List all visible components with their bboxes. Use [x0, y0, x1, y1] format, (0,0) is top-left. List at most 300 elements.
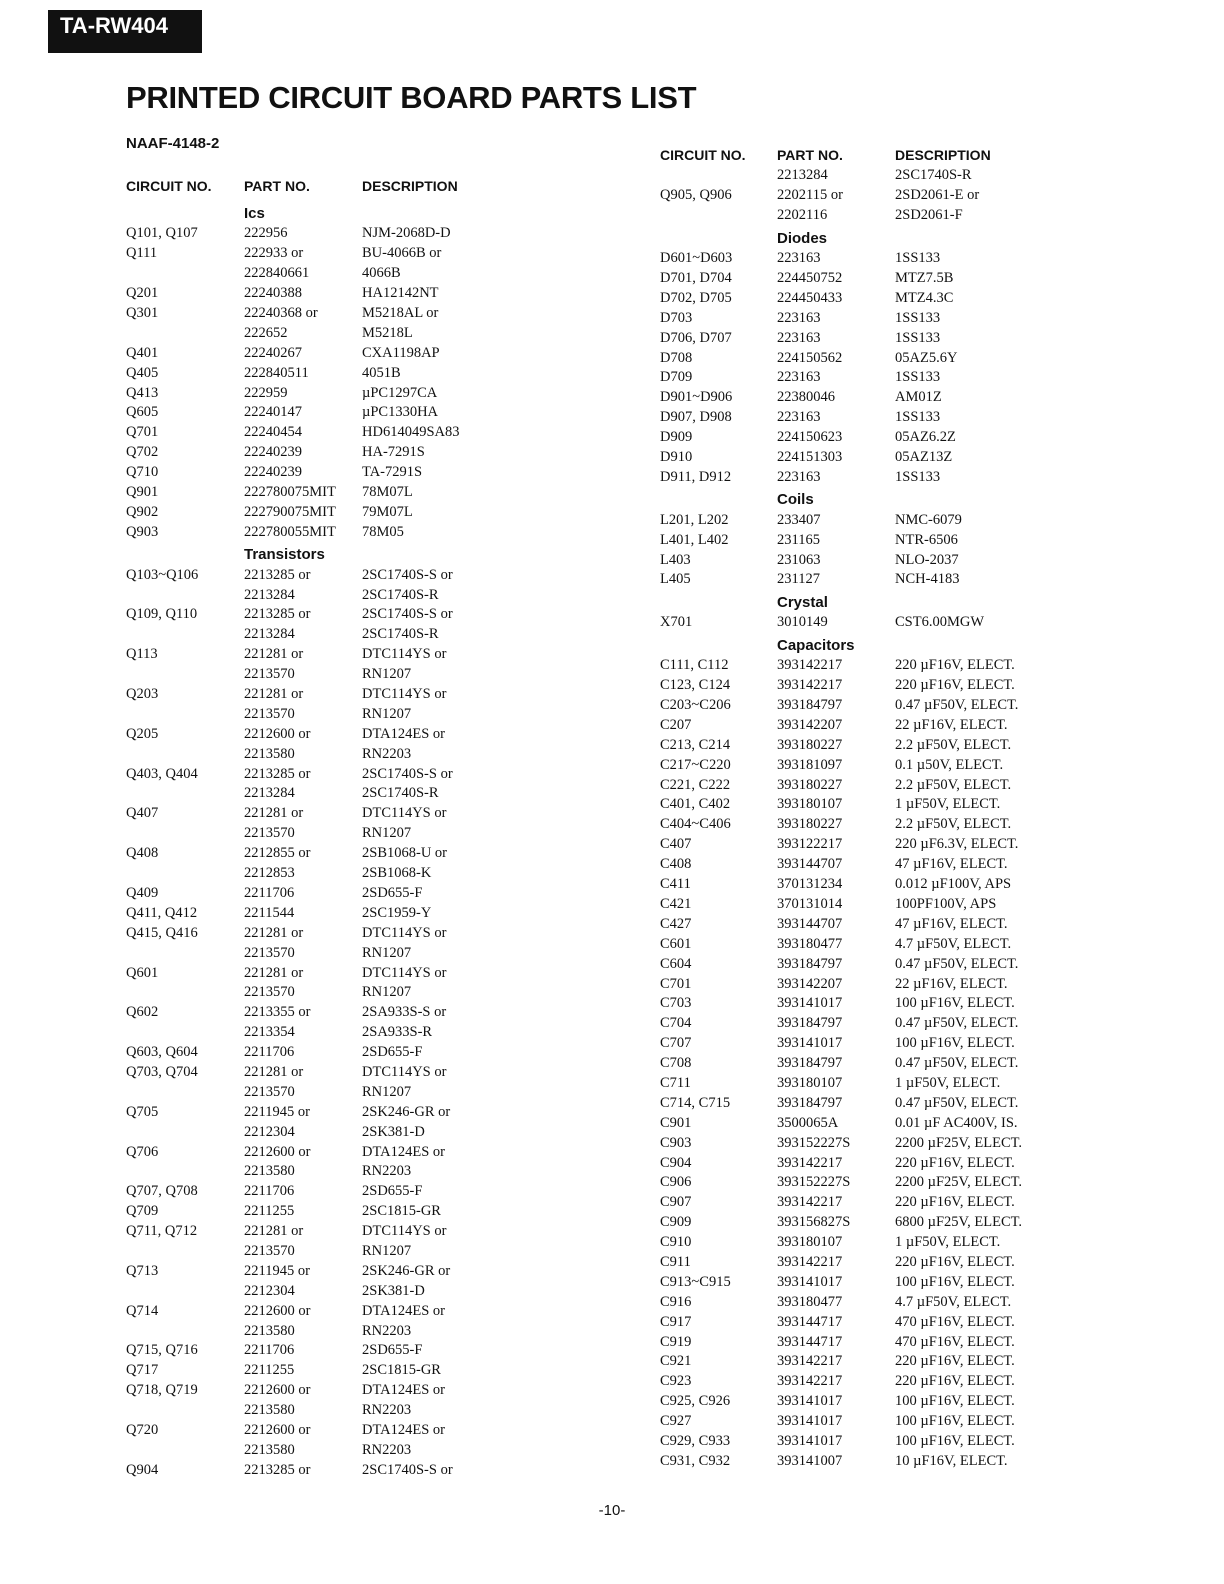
part-no: 2202116 — [777, 207, 828, 224]
description: AM01Z — [895, 389, 942, 406]
circuit-no: C111, C112 — [660, 657, 729, 674]
circuit-no: D911, D912 — [660, 468, 732, 485]
table-row — [660, 1412, 1022, 1432]
description: 4066B — [362, 265, 401, 282]
description: 0.012 µF100V, APS — [895, 876, 1012, 893]
part-no: 222790075MIT — [244, 503, 336, 520]
table-row — [126, 903, 459, 923]
table-row — [126, 1082, 459, 1102]
section-heading — [126, 542, 459, 565]
description: 22 µF16V, ELECT. — [895, 716, 1008, 733]
description: 2SC1740S-S or — [362, 1461, 453, 1478]
part-no: 393184797 — [777, 697, 843, 714]
description: 220 µF16V, ELECT. — [895, 657, 1015, 674]
table-row — [126, 1023, 459, 1043]
description: 470 µF16V, ELECT. — [895, 1333, 1015, 1350]
circuit-no: C917 — [660, 1313, 692, 1330]
description: NJM-2068D-D — [362, 225, 451, 242]
table-row — [126, 824, 459, 844]
board-id: NAAF-4148-2 — [126, 135, 220, 152]
description: 1SS133 — [895, 409, 941, 426]
circuit-no: C701 — [660, 975, 692, 992]
part-no: 221281 or — [244, 805, 304, 822]
description: DTA124ES or — [362, 1382, 446, 1399]
part-no: 393184797 — [777, 1015, 843, 1032]
table-row — [126, 1421, 459, 1441]
description: 2.2 µF50V, ELECT. — [895, 816, 1012, 833]
part-no: 2213580 — [244, 1402, 295, 1419]
description: 100 µF16V, ELECT. — [895, 1413, 1015, 1430]
circuit-no: D907, D908 — [660, 409, 732, 426]
part-no: 393144707 — [777, 915, 843, 932]
part-no: 393180477 — [777, 935, 843, 952]
part-no: 222956 — [244, 225, 288, 242]
part-no: 2213580 — [244, 1441, 295, 1458]
part-no: 2213284 — [777, 167, 828, 184]
part-no: 2212853 — [244, 865, 295, 882]
table-row — [126, 665, 459, 685]
part-no: 2213285 or — [244, 1461, 311, 1478]
circuit-no: Q413 — [126, 384, 159, 401]
circuit-no: Q715, Q716 — [126, 1342, 198, 1359]
description: 0.01 µF AC400V, IS. — [895, 1114, 1018, 1131]
description: 47 µF16V, ELECT. — [895, 915, 1008, 932]
description: 2SA933S-S or — [362, 1004, 447, 1021]
circuit-no: Q408 — [126, 845, 159, 862]
circuit-no: C601 — [660, 935, 692, 952]
circuit-no: C906 — [660, 1174, 692, 1191]
description: HA12142NT — [362, 285, 439, 302]
table-row — [660, 448, 1022, 468]
description: 6800 µF25V, ELECT. — [895, 1214, 1023, 1231]
description: RN1207 — [362, 705, 412, 722]
table-row — [126, 1242, 459, 1262]
circuit-no: Q103~Q106 — [126, 566, 199, 583]
part-no: 221281 or — [244, 1063, 304, 1080]
table-row — [126, 1222, 459, 1242]
table-row — [660, 388, 1022, 408]
description: DTC114YS or — [362, 1223, 447, 1240]
description: µPC1330HA — [362, 404, 439, 421]
circuit-no: C919 — [660, 1333, 692, 1350]
table-row — [660, 1332, 1022, 1352]
circuit-no: C907 — [660, 1194, 692, 1211]
description: 2SK246-GR or — [362, 1262, 451, 1279]
circuit-no: Q205 — [126, 725, 159, 742]
description: 2SC1740S-R — [362, 626, 439, 643]
table-row — [660, 1253, 1022, 1273]
description: 1SS133 — [895, 250, 941, 267]
description: 100 µF16V, ELECT. — [895, 1035, 1015, 1052]
part-no: 223163 — [777, 468, 821, 485]
table-row — [126, 363, 459, 383]
description: 2SB1068-U or — [362, 845, 447, 862]
table-row — [126, 764, 459, 784]
part-no: 2211255 — [244, 1362, 295, 1379]
description: 2200 µF25V, ELECT. — [895, 1174, 1023, 1191]
part-no: 231127 — [777, 571, 820, 588]
table-row — [126, 224, 459, 244]
part-no: 224150623 — [777, 429, 843, 446]
part-no: 393142217 — [777, 677, 843, 694]
table-row — [660, 1392, 1022, 1412]
part-no: 393180107 — [777, 796, 843, 813]
table-row — [660, 1054, 1022, 1074]
circuit-no: Q605 — [126, 404, 159, 421]
part-no: 393142207 — [777, 716, 843, 733]
circuit-no: Q714 — [126, 1302, 159, 1319]
circuit-no: Q403, Q404 — [126, 765, 198, 782]
table-row — [126, 943, 459, 963]
table-row — [660, 735, 1022, 755]
table-row — [660, 1093, 1022, 1113]
description: RN1207 — [362, 1083, 412, 1100]
table-row — [660, 914, 1022, 934]
part-no: 222780075MIT — [244, 484, 336, 501]
description: 2SC1740S-R — [362, 785, 439, 802]
part-no: 2213580 — [244, 745, 295, 762]
description: NLO-2037 — [895, 551, 959, 568]
section-heading — [660, 590, 1022, 613]
circuit-no: C931, C932 — [660, 1452, 731, 1469]
part-no: 223163 — [777, 409, 821, 426]
table-row — [660, 696, 1022, 716]
part-no: 224151303 — [777, 449, 843, 466]
part-no: 221281 or — [244, 646, 304, 663]
section-label: Transistors — [244, 546, 325, 564]
description: NTR-6506 — [895, 531, 958, 548]
column-header — [660, 144, 1022, 166]
circuit-no: C408 — [660, 856, 692, 873]
description: 78M07L — [362, 484, 413, 501]
description: RN2203 — [362, 1163, 412, 1180]
description: 05AZ13Z — [895, 449, 953, 466]
part-no: 2213355 or — [244, 1004, 311, 1021]
table-row — [660, 368, 1022, 388]
part-no: 22240368 or — [244, 305, 318, 321]
circuit-no: C604 — [660, 955, 692, 972]
circuit-no: Q706 — [126, 1143, 159, 1160]
table-row — [660, 1034, 1022, 1054]
table-row — [660, 994, 1022, 1014]
part-no: 221281 or — [244, 1223, 304, 1240]
part-no: 222652 — [244, 324, 288, 341]
part-no: 222959 — [244, 384, 288, 401]
table-row — [126, 784, 459, 804]
circuit-no: Q902 — [126, 503, 159, 520]
part-no: 393142217 — [777, 657, 843, 674]
description: 2SD655-F — [362, 1183, 423, 1200]
circuit-no: C913~C915 — [660, 1273, 731, 1290]
description: 2SB1068-K — [362, 865, 432, 882]
circuit-no: Q411, Q412 — [126, 904, 198, 921]
circuit-no: X701 — [660, 614, 693, 631]
description: 220 µF16V, ELECT. — [895, 1194, 1015, 1211]
circuit-no: Q720 — [126, 1421, 159, 1438]
description: M5218AL or — [362, 305, 439, 321]
circuit-no: D701, D704 — [660, 270, 732, 286]
description: 100 µF16V, ELECT. — [895, 1273, 1015, 1290]
part-no: 393142217 — [777, 1373, 843, 1390]
table-row — [126, 1301, 459, 1321]
description: 10 µF16V, ELECT. — [895, 1452, 1008, 1469]
table-row — [660, 855, 1022, 875]
description: HD614049SA83 — [362, 424, 460, 441]
description: 220 µF16V, ELECT. — [895, 1353, 1015, 1370]
table-row — [660, 1432, 1022, 1452]
circuit-no: Q709 — [126, 1203, 159, 1220]
table-row — [126, 864, 459, 884]
table-row — [126, 1281, 459, 1301]
circuit-no: C923 — [660, 1373, 692, 1390]
table-row — [660, 775, 1022, 795]
part-no: 393152227S — [777, 1134, 851, 1151]
circuit-no: C707 — [660, 1035, 692, 1052]
circuit-no: C921 — [660, 1353, 692, 1370]
table-row — [660, 550, 1022, 570]
part-no: 370131014 — [777, 895, 843, 912]
table-row — [660, 1014, 1022, 1034]
description: 05AZ6.2Z — [895, 429, 956, 446]
circuit-no: Q707, Q708 — [126, 1183, 198, 1200]
part-no: 2211255 — [244, 1203, 295, 1220]
circuit-no: Q405 — [126, 364, 159, 381]
section-label: Coils — [777, 491, 814, 509]
description: 2SA933S-R — [362, 1024, 433, 1041]
table-row — [126, 963, 459, 983]
circuit-no: C916 — [660, 1293, 692, 1310]
part-no: 221281 or — [244, 686, 304, 703]
circuit-no: D709 — [660, 369, 693, 386]
table-row — [660, 269, 1022, 289]
table-row — [126, 625, 459, 645]
description: 1 µF50V, ELECT. — [895, 796, 1001, 813]
circuit-no: D706, D707 — [660, 329, 732, 346]
table-row — [660, 835, 1022, 855]
table-row — [126, 1381, 459, 1401]
table-row — [660, 1113, 1022, 1133]
part-no: 2213284 — [244, 785, 295, 802]
table-row — [660, 1233, 1022, 1253]
circuit-no: C929, C933 — [660, 1432, 731, 1449]
circuit-no: C904 — [660, 1154, 692, 1171]
table-row — [126, 704, 459, 724]
table-row — [660, 467, 1022, 487]
table-row — [126, 1182, 459, 1202]
table-row — [126, 585, 459, 605]
description: 2200 µF25V, ELECT. — [895, 1134, 1023, 1151]
part-no: 393180107 — [777, 1074, 843, 1091]
circuit-no: C925, C926 — [660, 1393, 731, 1410]
description: 2SD2061-F — [895, 207, 963, 224]
circuit-no: C901 — [660, 1114, 692, 1131]
table-row — [660, 715, 1022, 735]
table-row — [660, 328, 1022, 348]
table-row — [660, 510, 1022, 530]
table-row — [126, 1321, 459, 1341]
circuit-no: C213, C214 — [660, 736, 731, 753]
part-no: 2202115 or — [777, 187, 843, 204]
table-row — [126, 1202, 459, 1222]
circuit-no: C217~C220 — [660, 756, 731, 773]
table-row — [126, 1043, 459, 1063]
circuit-no: C911 — [660, 1253, 691, 1270]
part-no: 2213285 or — [244, 606, 311, 623]
part-no: 221281 or — [244, 964, 304, 981]
part-no: 222840511 — [244, 364, 309, 381]
circuit-no: C910 — [660, 1234, 692, 1251]
part-no: 393180477 — [777, 1293, 843, 1310]
description: 2.2 µF50V, ELECT. — [895, 736, 1012, 753]
description: 2SD655-F — [362, 1342, 423, 1359]
description: DTC114YS or — [362, 1063, 447, 1080]
circuit-no: C909 — [660, 1214, 692, 1231]
header-description: DESCRIPTION — [895, 147, 991, 163]
circuit-no: L201, L202 — [660, 511, 729, 528]
table-row — [126, 1162, 459, 1182]
table-row — [126, 383, 459, 403]
description: RN1207 — [362, 984, 412, 1001]
part-no: 2211706 — [244, 1044, 295, 1061]
description: 220 µF16V, ELECT. — [895, 1154, 1015, 1171]
description: 2SD2061-E or — [895, 187, 980, 204]
description: DTC114YS or — [362, 964, 447, 981]
description: DTA124ES or — [362, 1302, 446, 1319]
table-row — [660, 408, 1022, 428]
table-row — [660, 186, 1022, 206]
table-row — [660, 613, 1022, 633]
table-row — [126, 1460, 459, 1480]
circuit-no: Q601 — [126, 964, 159, 981]
part-no: 223163 — [777, 369, 821, 386]
description: 4.7 µF50V, ELECT. — [895, 935, 1012, 952]
description: 1SS133 — [895, 369, 941, 386]
table-row — [126, 884, 459, 904]
circuit-no: Q903 — [126, 523, 159, 540]
header-part-no: PART NO. — [244, 178, 310, 194]
table-row — [126, 565, 459, 585]
part-no: 22240454 — [244, 424, 302, 441]
table-row — [126, 423, 459, 443]
part-no: 224450433 — [777, 289, 843, 306]
part-no: 393142217 — [777, 1353, 843, 1370]
section-label: Diodes — [777, 229, 828, 247]
circuit-no: Q717 — [126, 1362, 159, 1379]
part-no: 393141007 — [777, 1452, 843, 1469]
description: 1SS133 — [895, 329, 941, 346]
table-row — [660, 249, 1022, 269]
part-no: 222933 or — [244, 245, 304, 262]
description: RN2203 — [362, 1441, 412, 1458]
table-row — [126, 443, 459, 463]
description: 2SK381-D — [362, 1123, 425, 1140]
table-row — [126, 343, 459, 363]
section-heading — [660, 226, 1022, 249]
table-row — [126, 1142, 459, 1162]
description: CST6.00MGW — [895, 614, 985, 631]
table-row — [660, 1193, 1022, 1213]
circuit-no: Q101, Q107 — [126, 225, 198, 242]
table-row — [660, 1352, 1022, 1372]
table-row — [126, 1361, 459, 1381]
table-row — [660, 895, 1022, 915]
table-row — [660, 288, 1022, 308]
description: RN1207 — [362, 825, 412, 842]
description: 22 µF16V, ELECT. — [895, 975, 1008, 992]
circuit-no: C203~C206 — [660, 697, 731, 714]
description: DTA124ES or — [362, 725, 446, 742]
description: NCH-4183 — [895, 571, 960, 588]
description: RN2203 — [362, 1402, 412, 1419]
table-row — [660, 570, 1022, 590]
table-row — [126, 403, 459, 423]
table-row — [126, 1440, 459, 1460]
part-no: 224150562 — [777, 349, 843, 366]
circuit-no: Q113 — [126, 646, 158, 663]
part-no: 2213580 — [244, 1163, 295, 1180]
table-row — [660, 1153, 1022, 1173]
circuit-no: C714, C715 — [660, 1094, 731, 1111]
circuit-no: C207 — [660, 716, 692, 733]
header-description: DESCRIPTION — [362, 178, 458, 194]
part-no: 2212600 or — [244, 725, 311, 742]
circuit-no: C703 — [660, 995, 692, 1012]
part-no: 393184797 — [777, 955, 843, 972]
circuit-no: C708 — [660, 1055, 692, 1072]
part-no: 393122217 — [777, 836, 843, 853]
circuit-no: Q201 — [126, 285, 159, 302]
part-no: 2213570 — [244, 1083, 295, 1100]
column-header — [126, 175, 459, 197]
part-no: 393142217 — [777, 1154, 843, 1171]
description: 4.7 µF50V, ELECT. — [895, 1293, 1012, 1310]
part-no: 221281 or — [244, 924, 304, 941]
part-no: 2213570 — [244, 705, 295, 722]
part-no: 393184797 — [777, 1094, 843, 1111]
circuit-no: Q603, Q604 — [126, 1044, 198, 1061]
part-no: 2213354 — [244, 1024, 295, 1041]
circuit-no: Q602 — [126, 1004, 159, 1021]
table-row — [660, 1074, 1022, 1094]
part-no: 2211945 or — [244, 1103, 310, 1120]
circuit-no: Q718, Q719 — [126, 1382, 198, 1399]
description: 78M05 — [362, 523, 404, 540]
description: RN1207 — [362, 1242, 412, 1259]
table-row — [660, 974, 1022, 994]
description: 1 µF50V, ELECT. — [895, 1074, 1001, 1091]
description: 47 µF16V, ELECT. — [895, 856, 1008, 873]
description: 1SS133 — [895, 309, 941, 326]
description: RN1207 — [362, 666, 412, 683]
part-no: 393142207 — [777, 975, 843, 992]
circuit-no: Q203 — [126, 686, 159, 703]
description: 0.47 µF50V, ELECT. — [895, 955, 1019, 972]
part-no: 2212600 or — [244, 1382, 311, 1399]
description: 2SC1959-Y — [362, 904, 432, 921]
part-no: 393142217 — [777, 1194, 843, 1211]
description: 220 µF16V, ELECT. — [895, 677, 1015, 694]
description: 2SC1740S-R — [895, 167, 972, 184]
part-no: 393141017 — [777, 1413, 843, 1430]
description: RN2203 — [362, 745, 412, 762]
section-heading — [126, 201, 459, 224]
circuit-no: Q401 — [126, 344, 159, 361]
circuit-no: C407 — [660, 836, 692, 853]
table-row — [660, 206, 1022, 226]
description: 220 µF6.3V, ELECT. — [895, 836, 1019, 853]
parts-list-right — [660, 144, 1022, 1471]
circuit-no: Q904 — [126, 1461, 159, 1478]
